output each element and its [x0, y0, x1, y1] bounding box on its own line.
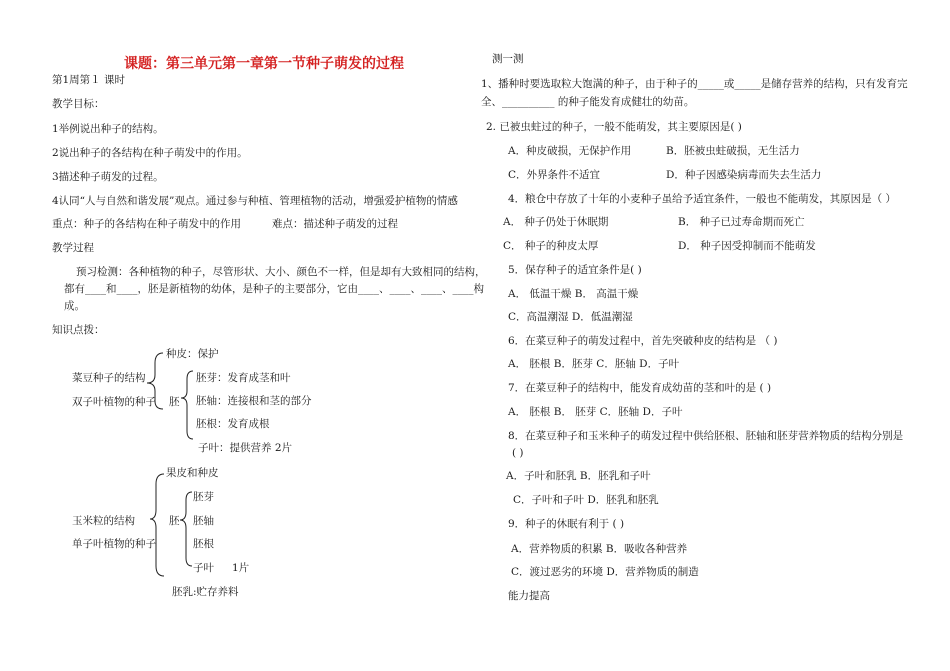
- corn-part: 子叶: [193, 562, 214, 574]
- question-line: 8．在菜豆种子和玉米种子的萌发过程中供给胚根、胚轴和胚芽营养物质的结构分别是: [508, 430, 904, 442]
- goal-item: 4认同“人与自然和谐发展”观点。通过参与种植、管理植物的活动，增强爱护植物的情感: [52, 195, 458, 207]
- bean-title: 菜豆种子的结构: [72, 372, 146, 384]
- bean-part: 胚轴：连接根和茎的部分: [196, 395, 312, 407]
- option: A．子叶和胚乳 B．胚乳和子叶: [506, 470, 651, 482]
- goal-item: 1举例说出种子的结构。: [52, 123, 164, 135]
- corn-part: 胚根: [193, 538, 214, 550]
- corn-part: 胚芽: [193, 491, 214, 503]
- question-line: 2. 已被虫蛀过的种子，一般不能萌发，其主要原因是( ): [486, 121, 742, 133]
- key-point: 重点：种子的各结构在种子萌发中的作用: [52, 218, 241, 230]
- preview-line: 预习检测：各种植物的种子，尽管形状、大小、颜色不一样，但是却有大致相同的结构，: [76, 266, 486, 278]
- option: A．营养物质的积累 B．吸收各种营养: [511, 543, 688, 555]
- goals-heading: 教学目标：: [52, 98, 105, 110]
- corn-cotyledon-count: 1片: [232, 562, 250, 574]
- option: C．高温潮湿 D．低温潮湿: [508, 311, 633, 323]
- option: A． 低温干燥 B． 高温干燥: [508, 288, 639, 300]
- option: A． 胚根 B．胚芽 C．胚轴 D．子叶: [508, 358, 680, 370]
- bean-part: 子叶：提供营养 2片: [198, 442, 293, 454]
- goal-item: 3描述种子萌发的过程。: [52, 171, 164, 183]
- option: B．胚被虫蛀破损，无生活力: [666, 145, 800, 157]
- bean-part: 胚芽：发育成茎和叶: [196, 372, 291, 384]
- corn-embryo: 胚: [169, 515, 180, 527]
- option: C．外界条件不适宜: [508, 169, 601, 181]
- bean-seed-coat: 种皮：保护: [166, 348, 219, 360]
- page-title: 课题：第三单元第一章第一节种子萌发的过程: [124, 56, 404, 72]
- question-line: 6．在菜豆种子的萌发过程中，首先突破种皮的结构是 （ ): [508, 335, 778, 347]
- section-heading: 能力提高: [508, 590, 550, 602]
- option: D．种子因感染病毒而失去生活力: [666, 169, 822, 181]
- corn-part: 胚轴: [193, 515, 214, 527]
- question-line: ( ): [512, 447, 524, 459]
- week-label: 第1周第１ 课时: [52, 74, 126, 86]
- knowledge-heading: 知识点拨：: [52, 324, 105, 336]
- option: A． 种子仍处于休眠期: [503, 216, 609, 228]
- option: C．渡过恶劣的环境 D．营养物质的制造: [511, 566, 699, 578]
- option: C．子叶和子叶 D．胚乳和胚乳: [513, 494, 659, 506]
- question-line: 9．种子的休眠有利于 ( ): [508, 518, 625, 530]
- preview-line: 都有____和____，胚是新植物的幼体，是种子的主要部分，它由____、____、____、____构: [64, 283, 484, 295]
- option: A．种皮破损，无保护作用: [508, 145, 632, 157]
- question-line: 全、__________ 的种子能发育成健壮的幼苗。: [481, 96, 695, 108]
- bean-embryo: 胚: [169, 396, 180, 408]
- question-line: 4．粮仓中存放了十年的小麦种子虽给予适宜条件，一般也不能萌发，其原因是（ ）: [508, 193, 897, 205]
- corn-subtitle: 单子叶植物的种子: [72, 538, 156, 550]
- bean-subtitle: 双子叶植物的种子: [72, 396, 156, 408]
- corn-endosperm: 胚乳:贮存养料: [172, 586, 239, 598]
- process-heading: 教学过程: [52, 242, 94, 254]
- goal-item: 2说出种子的各结构在种子萌发中的作用。: [52, 147, 248, 159]
- question-line: 1、播种时要选取粒大饱满的种子，由于种子的_____或_____是储存营养的结构，只有发育完: [481, 78, 908, 90]
- corn-brace: [148, 466, 198, 586]
- option: B． 种子已过寿命期而死亡: [678, 216, 805, 228]
- corn-coat: 果皮和种皮: [166, 467, 219, 479]
- bean-brace: [145, 345, 205, 455]
- question-line: 7．在菜豆种子的结构中，能发育成幼苗的茎和叶的是 ( ): [508, 382, 772, 394]
- test-heading: 测一测: [492, 53, 524, 65]
- difficult-point: 难点：描述种子萌发的过程: [272, 218, 398, 230]
- corn-title: 玉米粒的结构: [72, 515, 135, 527]
- option: A． 胚根 B． 胚芽 C．胚轴 D．子叶: [508, 406, 683, 418]
- option: D． 种子因受抑制而不能萌发: [678, 240, 816, 252]
- bean-part: 胚根：发育成根: [196, 418, 270, 430]
- question-line: 5．保存种子的适宜条件是( ): [508, 264, 642, 276]
- option: C． 种子的种皮太厚: [503, 240, 599, 252]
- preview-line: 成。: [64, 300, 85, 312]
